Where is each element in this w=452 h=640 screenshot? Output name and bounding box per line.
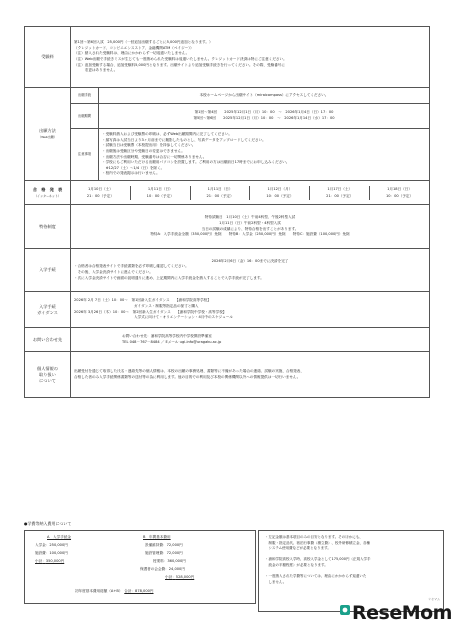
note-line: ・学校にもご利用いただける出願用パソコンを設置します。ご利用の方は出願前日17時までにお申し込みください。: [102, 160, 290, 165]
note-line: ・受験料納入および受験票の印刷は、必ずWeb出願期間内に完了してください。: [102, 132, 233, 137]
fee-content: [71, 27, 430, 88]
fees-note-line: システム使用費などが必要となります。: [265, 546, 331, 551]
special-line: 当日の試験の成績により、特待合格を出すことがあります。: [201, 226, 299, 231]
results-schedule: [71, 181, 430, 205]
col-a-title: A 入学手続金: [47, 535, 72, 539]
privacy-row: [25, 352, 430, 398]
special-line: 特待A：入学手続金全額（350,000円）免除 特待B：入学金（250,000円）免除 特待C：施設費（100,000円）免除: [150, 232, 350, 237]
special-row: [25, 205, 430, 249]
note-line: ・出願後は受験区分や受験日の変更はできません。: [102, 148, 185, 153]
app-row-notes: [25, 129, 430, 181]
note-line: ・校内での発表掲示は行いません。: [102, 171, 160, 176]
col-a-item: 施設費：100,000円: [35, 551, 68, 555]
guidance-line: ガイダンス・制服等指定品の採寸と購入: [134, 303, 199, 308]
fees-note-line: しません。: [265, 579, 287, 584]
period-line: 第5回～第6回 2025年12月1日（月）10：00 ～ 2026年1月14日（水）17：00: [193, 116, 335, 120]
col-a-subtotal: 小計：350,000円: [35, 559, 65, 563]
special-content: [71, 205, 430, 249]
enroll-content: [71, 249, 430, 292]
fee-line: 第1回～第6回入試 25,000円（一回追加出願するごとに5,000円追加となります。）: [74, 40, 213, 45]
fees-breakdown-box: [24, 530, 256, 604]
fee-line: （注）追加受験する場合、追加受験料5,000円となります。出願サイトより追加受験手続きを行ってください。その際、受験番号に: [74, 62, 285, 67]
fees-note-line: ・浦和学院高校入学時、高校入学金として175,000円（正規入学手: [265, 557, 371, 562]
col-b-item: 設備維持費：72,000円: [145, 543, 183, 547]
fees-note-line: 続金の半額程度）が必要となります。: [265, 562, 328, 567]
enroll-line: その後、入学金決済サイトに進んでください。: [74, 270, 153, 274]
app-procedure-text: 本校ホームページから出願サイト（miraicompass）にアクセスしてください。: [99, 88, 430, 104]
enroll-label: 入学手続: [25, 249, 71, 292]
fee-line: （注）Web出願で手続きミスが生じても一度納められた受験料は返還いたしません。クレジットカード決済は特にご注意ください。: [74, 57, 287, 61]
enroll-line: ・合格者は合格発表サイトで手続書類を必ず印刷し確認してください。: [74, 264, 189, 269]
note-line: ・出願方法や出願時期、受験番号は合否に一切関係ありません。: [102, 154, 207, 159]
resemom-logo: [340, 597, 452, 628]
contact-line: TEL 048－767－8484 ／ Eメール ugi-info@uragaku.ac.jp: [122, 339, 222, 344]
guidance-line: 2026年 2月 7日（土）10：00～ 第1回新入生ガイダンス 【浦和学院高等学校】: [74, 298, 211, 303]
app-period-content: [99, 104, 430, 129]
fees-note-line: ・左記金額は基本項目のみの目安となります。そのほかにも、: [265, 535, 363, 539]
period-line: 第1回～第4回 2025年12月1日（月）10：00 ～ 2026年1月4日（日）17：00: [194, 110, 334, 115]
results-day: 1月17日（土） 21：00（予定）: [309, 186, 369, 200]
special-line: 1月11日（日）午前2科型・4科型入試: [219, 220, 281, 225]
app-row-procedure: [25, 88, 430, 104]
fee-line: （注）納入された受験料は、理由にかかわらず一切返還いたしません。: [74, 51, 190, 56]
logo-text: ReseMom: [352, 602, 452, 624]
results-day: 1月18日（日） 10：00（予定）: [369, 186, 429, 200]
enroll-line: ・次に入学金決済サイトで画面の説明通りに進め、上記期間内に入学手続金を納入することで入学手続が完了します。: [74, 275, 264, 280]
results-row: [25, 181, 430, 205]
fees-section-title: ●学費等納入費用について: [24, 521, 72, 526]
guidance-content: [71, 292, 430, 328]
fee-label: 受験料: [25, 27, 71, 88]
guidance-line: 入学式に向けて・オリエンテーション・4月中のスケジュール: [134, 315, 233, 320]
privacy-label: 個人情報の 取り扱い について: [25, 352, 71, 398]
fee-line: 変更はありません。: [74, 68, 118, 73]
results-day: 1月11日（日） 21：00（予定）: [190, 186, 250, 200]
logo-subtext: リセマム: [428, 597, 440, 601]
enroll-line: 2026年2月6日（金）16：00までに決済を完了: [211, 258, 289, 263]
admission-table: [24, 26, 430, 398]
app-sub-notes: 注意事項: [71, 129, 99, 181]
guidance-row: [25, 292, 430, 328]
contact-line: お問い合わせ先：浦和学院高等学校内中学校開設準備室: [122, 333, 212, 338]
results-day: 1月10日（土） 21：00（予定）: [86, 186, 114, 198]
special-label: 特待制度: [25, 205, 71, 249]
col-a-item: 入学金：250,000円: [35, 543, 68, 547]
col-b-item: 施設管理費：72,000円: [145, 551, 183, 555]
col-b-title: B 年間基本費用: [143, 535, 171, 539]
app-row-period: [25, 104, 430, 129]
resemom-badge-icon: [340, 605, 350, 615]
privacy-line: 合格した者のみ入学手続関係書類等の送付等の為に利用します。他の目的での利用及び本校の関係機関以外への情報提供は一切行いません。: [74, 374, 301, 379]
special-line: 特待試験日 1月10日（土）午前4科型、午後2科型入試: [204, 215, 296, 220]
fees-note-line: ・一度納入された学費等については、理由にかかわらず返還いた: [265, 574, 367, 579]
enroll-row: [25, 249, 430, 292]
results-label: 合 格 発 表 （インターネット）: [25, 181, 71, 205]
app-sub-procedure: 出願手続: [71, 88, 99, 104]
fees-notes-box: [258, 530, 444, 612]
contact-row: [25, 328, 430, 352]
results-day: 1月11日（日） 10：00（予定）: [130, 186, 190, 200]
fee-row: [25, 27, 430, 88]
fee-line: （クレジットカード、コンビニエンスストア、金融機関ATM（ペイジー））: [74, 45, 194, 50]
guidance-label: 入学手続 ガイダンス: [25, 292, 71, 328]
fees-total: 初年度基本費用総額（A+B） 合計：878,000円: [75, 589, 154, 593]
note-line: ・試験当日は受験票（本校提出用）を持参してください。: [102, 143, 196, 148]
privacy-content: [71, 352, 430, 398]
note-line: ※12/27（土）～1/4（日）を除く。: [102, 165, 165, 170]
col-b-item: 授業料：360,000円: [153, 559, 186, 563]
results-day: 1月12日（月） 10：00（予定）: [249, 186, 309, 200]
app-sub-period: 出願期間: [71, 104, 99, 129]
col-b-item: 保護者の会会費：24,000円: [140, 567, 185, 571]
col-b-subtotal: 小計：528,000円: [165, 575, 195, 579]
app-notes-content: [99, 129, 430, 181]
app-label: 出願方法 （Web出願）: [25, 88, 71, 181]
note-line: ・顔写真は入試当日より3ヶ月前までに撮影したものとし、写真データをアップロードしてください。: [102, 137, 266, 142]
fees-note-line: 制服・指定品代、宿泊行事費（積立費）、校外研修積立金、各種: [265, 540, 370, 545]
guidance-line: 2026年 3月26日（木）10：00～ 第2回新入生ガイダンス 【浦和学院中学校・高等学校】: [74, 309, 227, 314]
contact-content: [71, 328, 430, 352]
contact-label: お問い合わせ先: [25, 328, 71, 352]
privacy-line: 出願受付を通じて取得した氏名・連絡先等の個人情報は、本校の出願の事務処理、書類等に不備があった場合の連絡、試験の実施、合格発表、: [74, 368, 304, 373]
